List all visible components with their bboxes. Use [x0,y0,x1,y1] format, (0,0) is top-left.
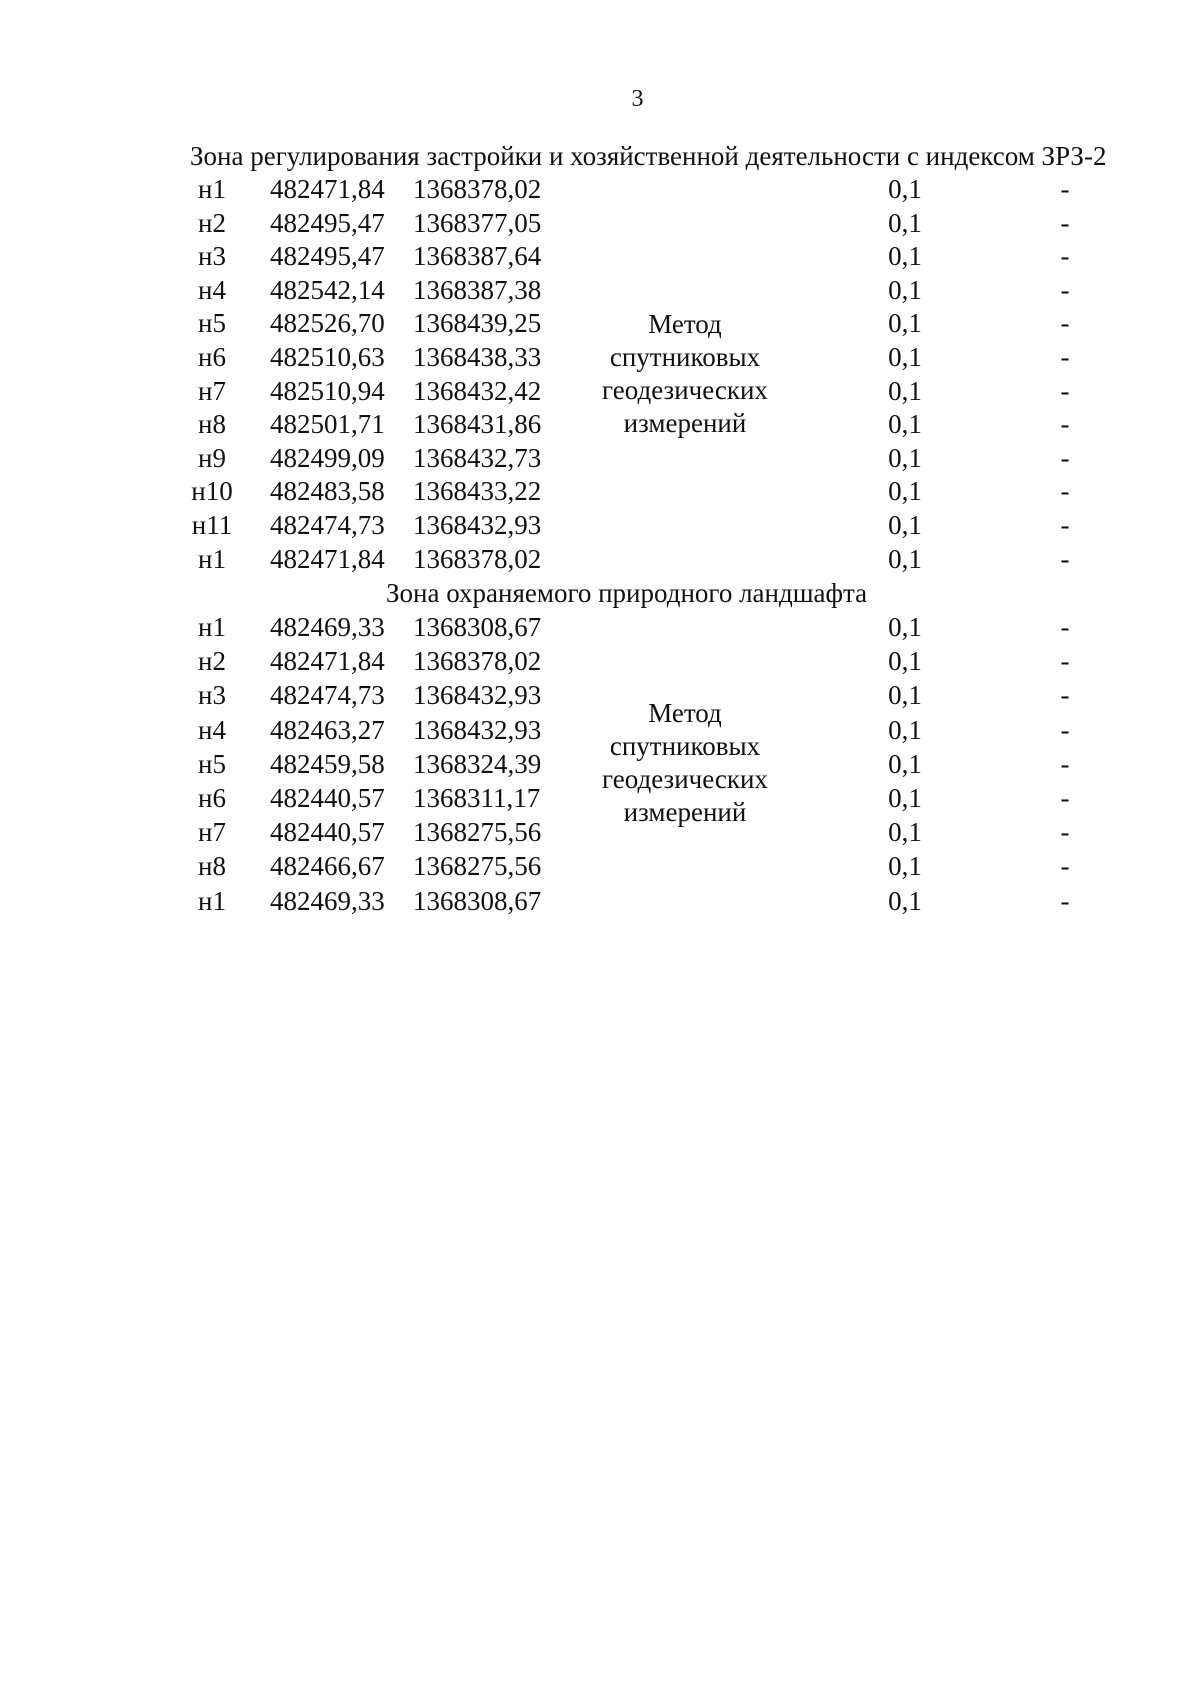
accuracy-value: 0,1 [888,748,922,779]
x-coordinate: 482471,84 [270,646,385,677]
method-label [580,697,790,829]
accuracy-value: 0,1 [888,885,922,916]
page-number: 3 [631,86,644,112]
method-line: измерений [623,797,747,827]
y-coordinate: 1368308,67 [413,612,542,642]
accuracy-value: 0,1 [888,274,922,305]
table-row [0,884,1200,918]
accuracy-value: 0,1 [888,409,922,440]
accuracy-value: 0,1 [888,342,922,372]
y-coordinate: 1368387,38 [413,274,542,305]
section-title: Зона охраняемого природного ландшафта [386,578,868,608]
y-coordinate: 1368432,42 [413,375,542,406]
point-label: н8 [198,851,226,882]
x-coordinate: 482510,94 [270,375,385,406]
note-value: - [1060,342,1070,372]
point-label: н10 [191,476,233,507]
point-label: н5 [198,748,226,779]
x-coordinate: 482466,67 [270,851,385,882]
y-coordinate: 1368432,93 [413,510,542,540]
table-row [0,172,1200,206]
x-coordinate: 482469,33 [270,612,385,642]
x-coordinate: 482542,14 [270,274,385,305]
method-line: геодезических [602,375,768,405]
point-label: н4 [198,714,226,745]
table-row [0,849,1200,883]
y-coordinate: 1368311,17 [413,783,541,813]
accuracy-value: 0,1 [888,174,922,204]
accuracy-value: 0,1 [888,308,922,339]
point-label: н1 [198,612,226,642]
note-value: - [1060,851,1070,882]
x-coordinate: 482463,27 [270,714,385,745]
x-coordinate: 482483,58 [270,476,385,507]
point-label: н2 [198,646,226,677]
x-coordinate: 482495,47 [270,241,385,272]
y-coordinate: 1368308,67 [413,885,542,916]
note-value: - [1060,817,1070,848]
point-label: н3 [198,241,226,272]
table-row [0,542,1200,576]
accuracy-value: 0,1 [888,375,922,406]
point-label: н4 [198,274,226,305]
x-coordinate: 482501,71 [270,409,385,440]
x-coordinate: 482499,09 [270,442,385,473]
x-coordinate: 482440,57 [270,783,385,813]
note-value: - [1060,207,1070,238]
note-value: - [1060,375,1070,406]
x-coordinate: 482469,33 [270,885,385,916]
x-coordinate: 482526,70 [270,308,385,339]
accuracy-value: 0,1 [888,851,922,882]
x-coordinate: 482474,73 [270,680,385,711]
table-row [0,441,1200,475]
y-coordinate: 1368438,33 [413,342,542,372]
accuracy-value: 0,1 [888,543,922,574]
x-coordinate: 482440,57 [270,817,385,848]
note-value: - [1060,308,1070,339]
point-label: н7 [198,375,226,406]
accuracy-value: 0,1 [888,476,922,507]
table-row [0,610,1200,644]
accuracy-value: 0,1 [888,646,922,677]
x-coordinate: 482474,73 [270,510,385,540]
accuracy-value: 0,1 [888,207,922,238]
point-label: н1 [198,174,226,204]
note-value: - [1060,646,1070,677]
y-coordinate: 1368432,73 [413,442,542,473]
point-label: н9 [198,442,226,473]
accuracy-value: 0,1 [888,817,922,848]
section-title: Зона регулирования застройки и хозяйственной деятельности с индексом ЗРЗ-2 [190,141,1107,171]
note-value: - [1060,748,1070,779]
point-label: н6 [198,783,226,813]
accuracy-value: 0,1 [888,680,922,711]
point-label: н6 [198,342,226,372]
method-line: геодезических [602,764,768,794]
method-line: измерений [623,408,747,438]
note-value: - [1060,174,1070,204]
y-coordinate: 1368433,22 [413,476,542,507]
note-value: - [1060,476,1070,507]
y-coordinate: 1368432,93 [413,680,542,711]
table-row [0,273,1200,307]
method-line: спутниковых [609,731,761,761]
method-line: Метод [648,698,722,728]
note-value: - [1060,680,1070,711]
y-coordinate: 1368378,02 [413,646,542,677]
accuracy-value: 0,1 [888,783,922,813]
table-row [0,508,1200,542]
point-label: н8 [198,409,226,440]
x-coordinate: 482459,58 [270,748,385,779]
accuracy-value: 0,1 [888,714,922,745]
point-label: н2 [198,207,226,238]
point-label: н11 [191,510,233,540]
x-coordinate: 482510,63 [270,342,385,372]
y-coordinate: 1368378,02 [413,543,542,574]
note-value: - [1060,612,1070,642]
accuracy-value: 0,1 [888,510,922,540]
x-coordinate: 482471,84 [270,174,385,204]
table-row [0,474,1200,508]
y-coordinate: 1368387,64 [413,241,542,272]
table-row [0,206,1200,240]
note-value: - [1060,885,1070,916]
y-coordinate: 1368378,02 [413,174,542,204]
point-label: н1 [198,885,226,916]
note-value: - [1060,714,1070,745]
y-coordinate: 1368439,25 [413,308,542,339]
point-label: н3 [198,680,226,711]
point-label: н7 [198,817,226,848]
note-value: - [1060,510,1070,540]
y-coordinate: 1368431,86 [413,409,542,440]
y-coordinate: 1368275,56 [413,817,542,848]
note-value: - [1060,442,1070,473]
method-line: спутниковых [609,342,761,372]
note-value: - [1060,543,1070,574]
method-label [580,308,790,440]
y-coordinate: 1368377,05 [413,207,542,238]
note-value: - [1060,783,1070,813]
y-coordinate: 1368432,93 [413,714,542,745]
table-row [0,239,1200,273]
note-value: - [1060,241,1070,272]
table-row [0,644,1200,678]
x-coordinate: 482495,47 [270,207,385,238]
y-coordinate: 1368275,56 [413,851,542,882]
point-label: н1 [198,543,226,574]
accuracy-value: 0,1 [888,442,922,473]
note-value: - [1060,274,1070,305]
note-value: - [1060,409,1070,440]
accuracy-value: 0,1 [888,241,922,272]
accuracy-value: 0,1 [888,612,922,642]
y-coordinate: 1368324,39 [413,748,542,779]
method-line: Метод [648,309,722,339]
x-coordinate: 482471,84 [270,543,385,574]
point-label: н5 [198,308,226,339]
